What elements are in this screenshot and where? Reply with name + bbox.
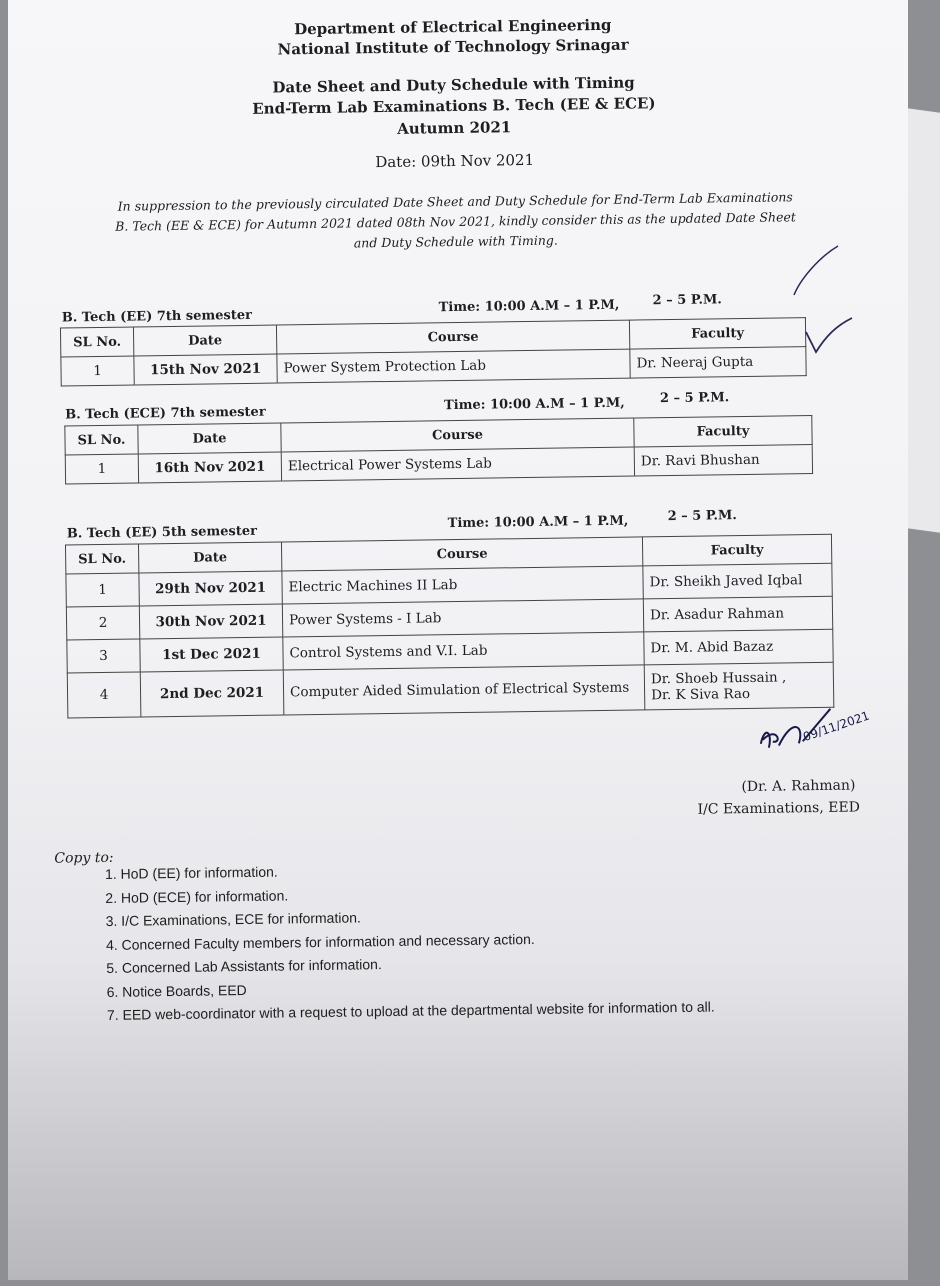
col-sl: SL No. — [65, 544, 138, 574]
schedule-table-ee-7 — [60, 317, 807, 386]
row-date: 29th Nov 2021 — [139, 571, 282, 606]
signatory-name: (Dr. A. Rahman) — [741, 777, 856, 796]
row-course: Control Systems and V.I. Lab — [283, 632, 644, 670]
col-faculty: Faculty — [629, 318, 805, 349]
row-faculty: Dr. Ravi Bhushan — [634, 445, 812, 476]
list-item: 5. Concerned Lab Assistants for information. — [122, 948, 714, 980]
row-faculty: Dr. Sheikh Javed Iqbal — [643, 563, 832, 599]
list-item: 6. Notice Boards, EED — [122, 972, 714, 1004]
row-date: 15th Nov 2021 — [134, 354, 277, 385]
section-time-2: 2 – 5 P.M. — [652, 292, 722, 309]
row-date: 1st Dec 2021 — [140, 637, 283, 672]
col-course: Course — [276, 320, 629, 354]
list-item: 1. HoD (EE) for information. — [120, 854, 712, 886]
list-item: 4. Concerned Faculty members for information and necessary action. — [121, 925, 713, 957]
section-heading: B. Tech (ECE) 7th semester — [65, 404, 266, 423]
col-date: Date — [138, 423, 281, 454]
list-item: 2. HoD (ECE) for information. — [121, 878, 713, 910]
row-faculty: Dr. Asadur Rahman — [643, 596, 832, 632]
col-faculty: Faculty — [642, 534, 831, 566]
section-heading: B. Tech (EE) 7th semester — [61, 307, 253, 326]
copy-to-title: Copy to: — [54, 849, 114, 867]
col-date: Date — [138, 542, 281, 573]
section-time: Time: 10:00 A.M – 1 P.M, — [443, 395, 625, 414]
document-page — [8, 0, 908, 1280]
copy-to-list — [54, 854, 714, 1028]
row-faculty: Dr. Neeraj Gupta — [630, 347, 806, 378]
row-course: Power System Protection Lab — [277, 349, 630, 383]
document-title: Date Sheet and Duty Schedule with Timing — [272, 73, 635, 97]
intro-line-1: In suppression to the previously circulated Date Sheet and Duty Schedule for End-Term Lab Examinations — [117, 189, 793, 214]
document-subtitle: End-Term Lab Examinations B. Tech (EE & ECE) — [252, 94, 656, 118]
row-sl: 3 — [67, 639, 140, 673]
col-course: Course — [281, 537, 642, 571]
col-date: Date — [133, 325, 276, 356]
department-name: Department of Electrical Engineering — [293, 15, 612, 39]
row-sl: 2 — [66, 606, 139, 640]
handwritten-signature — [742, 694, 893, 766]
signature-date: 09/11/2021 — [801, 708, 872, 745]
intro-line-2: B. Tech (EE & ECE) for Autumn 2021 dated 08th Nov 2021, kindly consider this as the updated Date Sheet — [115, 209, 796, 234]
col-sl: SL No. — [60, 327, 133, 357]
section-time: Time: 10:00 A.M – 1 P.M, — [438, 297, 620, 316]
col-course: Course — [281, 418, 634, 452]
section-time: Time: 10:00 A.M – 1 P.M, — [447, 513, 629, 532]
row-course: Power Systems - I Lab — [282, 599, 643, 637]
section-heading: B. Tech (EE) 5th semester — [66, 523, 258, 542]
term: Autumn 2021 — [397, 118, 512, 138]
list-item: 7. EED web-coordinator with a request to upload at the departmental website for information to all. — [122, 995, 714, 1027]
row-sl: 1 — [61, 356, 134, 386]
col-faculty: Faculty — [634, 416, 812, 447]
row-date: 16th Nov 2021 — [138, 452, 281, 483]
row-sl: 1 — [66, 573, 139, 607]
row-date: 30th Nov 2021 — [139, 604, 282, 639]
checkmark-icon — [778, 240, 858, 360]
list-item: 3. I/C Examinations, ECE for information. — [121, 901, 713, 933]
section-time-2: 2 – 5 P.M. — [667, 508, 737, 525]
table-row — [67, 662, 834, 718]
row-faculty-1: Dr. Shoeb Hussain , — [650, 669, 787, 688]
row-date: 2nd Dec 2021 — [140, 670, 284, 717]
schedule-table-ee-5 — [65, 534, 834, 719]
row-faculty: Dr. M. Abid Bazaz — [644, 629, 833, 665]
signatory-role: I/C Examinations, EED — [697, 799, 860, 818]
row-course: Computer Aided Simulation of Electrical Systems — [283, 665, 645, 715]
section-time-2: 2 – 5 P.M. — [659, 390, 730, 407]
col-sl: SL No. — [65, 425, 138, 455]
institute-name: National Institute of Technology Srinagar — [277, 35, 629, 59]
issue-date: Date: 09th Nov 2021 — [375, 150, 535, 172]
row-faculty-2: Dr. K Siva Rao — [651, 685, 751, 704]
intro-line-3: and Duty Schedule with Timing. — [353, 232, 558, 251]
row-sl: 1 — [65, 454, 138, 484]
schedule-table-ece-7 — [64, 415, 813, 484]
document-content — [2, 0, 920, 1286]
row-course: Electric Machines II Lab — [282, 566, 643, 604]
row-course: Electrical Power Systems Lab — [281, 447, 634, 481]
row-sl: 4 — [67, 672, 141, 718]
